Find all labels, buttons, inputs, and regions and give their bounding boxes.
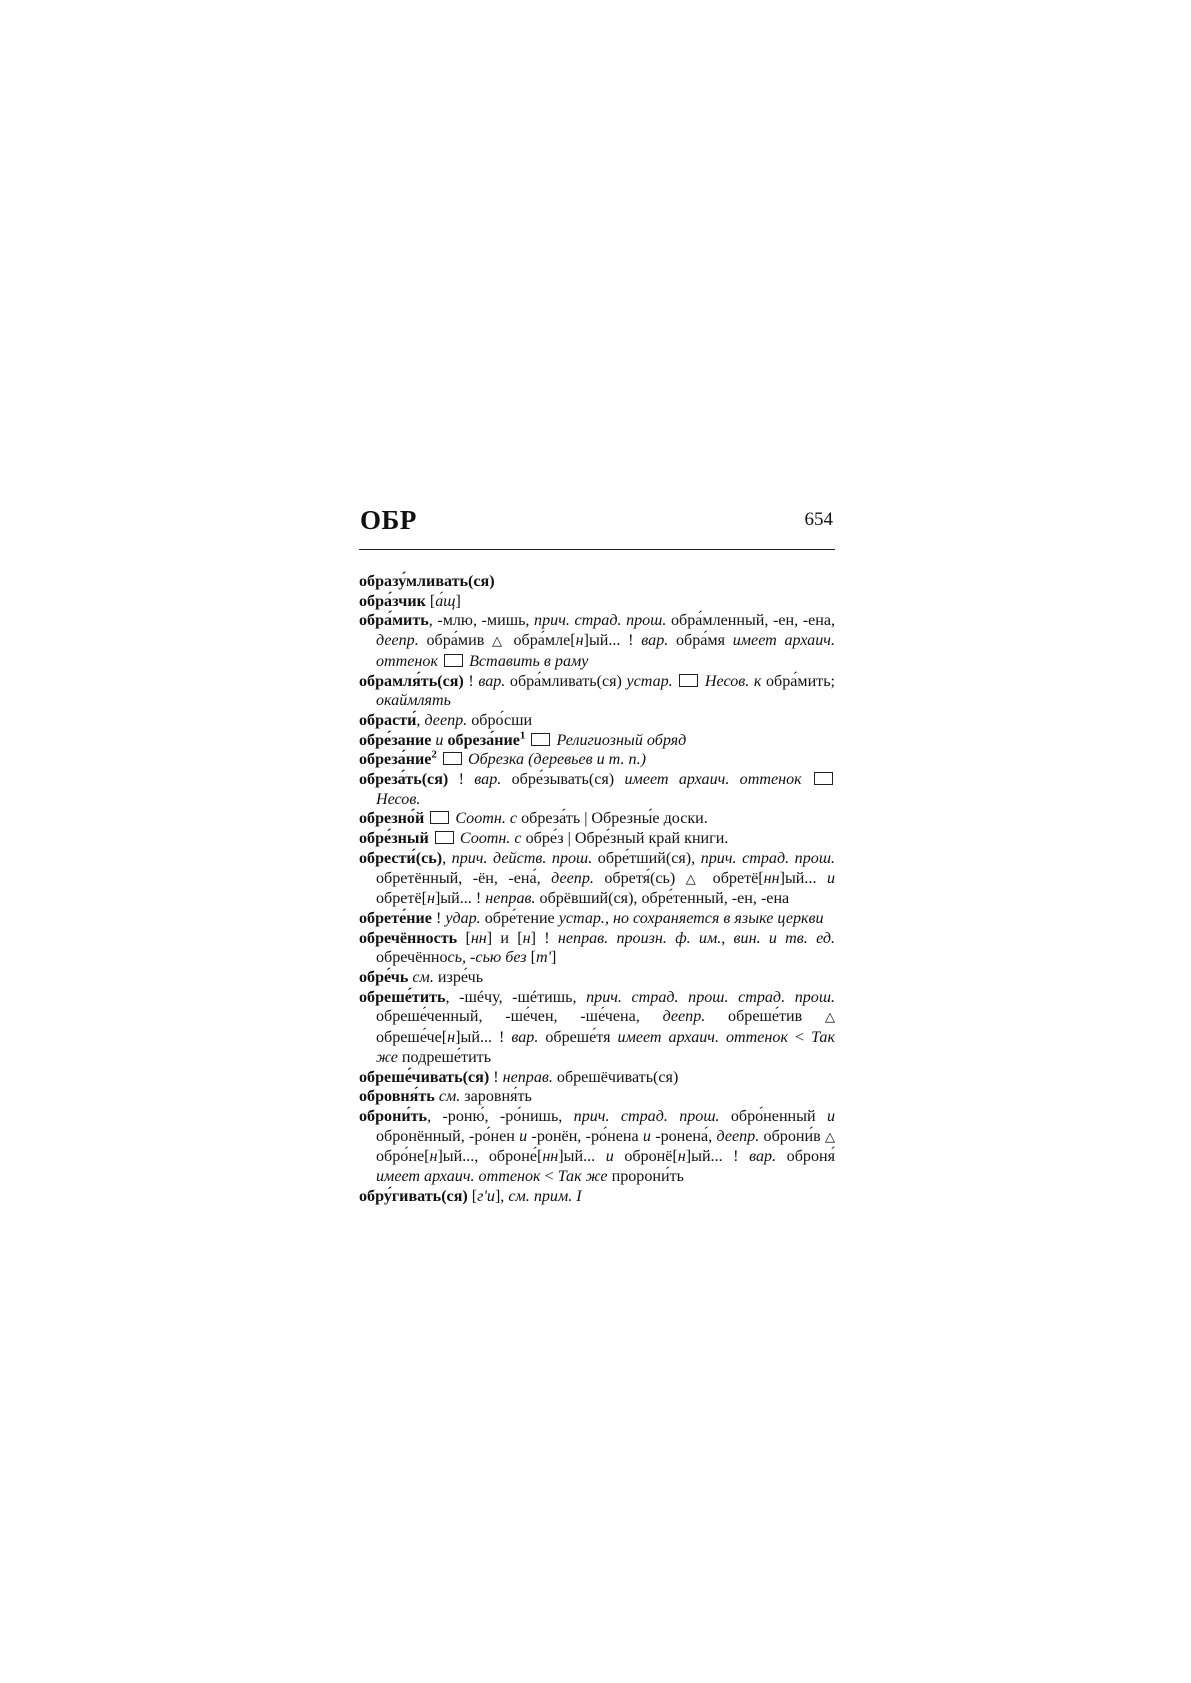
entry-text: [424, 810, 428, 827]
triangle-icon: △: [685, 871, 703, 887]
italic-text: сь, -сью без: [447, 949, 527, 967]
italic-text: н: [429, 1148, 438, 1166]
dictionary-entry-obrazchik: [359, 592, 835, 612]
triangle-icon: △: [492, 634, 506, 650]
entry-text: [: [457, 929, 471, 947]
entry-text: обретя́(сь): [593, 869, 686, 887]
italic-text: имеет архаич. оттенок: [624, 771, 802, 789]
italic-text: неправ. произн. ф. им., вин. и тв. ед.: [557, 929, 835, 947]
italic-text: вар.: [474, 771, 502, 789]
dictionary-entry-obreznoy: [359, 809, 835, 829]
entry-text: обретё[: [702, 869, 764, 887]
entry-text: обре́тший(ся),: [592, 849, 701, 867]
italic-text: вар.: [478, 672, 506, 690]
italic-text: устар.: [626, 672, 673, 690]
entries-list: [359, 572, 835, 1207]
headword: обрете́ние: [359, 909, 432, 927]
dictionary-entry-obrech: [359, 968, 835, 988]
italic-text: деепр.: [716, 1127, 760, 1145]
dictionary-entry-obrezanie1: [359, 731, 835, 751]
entry-text: ] !: [530, 929, 558, 947]
headword: обре́зание: [359, 731, 432, 749]
entry-text: обра́мле[: [505, 632, 576, 650]
headword: обра́зчик: [359, 592, 426, 610]
entry-text: ]ый...: [558, 1148, 606, 1166]
entry-text: ] и [: [486, 929, 523, 947]
italic-text: н: [575, 632, 584, 650]
italic-text: см.: [438, 1088, 461, 1106]
italic-text: имеет архаич. оттенок: [617, 1029, 788, 1047]
definition-box-icon: [531, 733, 550, 746]
headword: обрамля́ть(ся): [359, 672, 464, 690]
entry-text: оброня́: [776, 1148, 836, 1166]
entry-text: обреза́ть | Обрезны́е доски.: [517, 810, 708, 828]
dictionary-page: [359, 505, 835, 1207]
italic-text: н: [426, 890, 435, 908]
italic-text: прич. страд. прош.: [534, 612, 667, 630]
entry-text: [: [467, 1187, 478, 1205]
entry-text: обра́мленный, -ен, -ена,: [666, 612, 835, 630]
italic-text: вар.: [749, 1148, 777, 1166]
entry-text: ,: [442, 849, 452, 867]
italic-text: Религиозный обряд: [556, 731, 687, 749]
headword: обрезно́й: [359, 810, 425, 828]
entry-text: <: [788, 1029, 812, 1047]
italic-text: нн: [470, 929, 487, 947]
headword: обре́зный: [359, 830, 429, 848]
entry-text: !: [448, 771, 475, 789]
entry-text: ]ый..., оброне́[: [437, 1148, 543, 1166]
italic-text: вар.: [641, 632, 669, 650]
definition-box-icon: [443, 752, 462, 765]
italic-text: и: [605, 1148, 614, 1166]
entry-text: обронённый, -ро́нен: [376, 1127, 520, 1145]
entry-text: обречённо: [376, 949, 448, 967]
dictionary-entry-obramlyat: [359, 672, 835, 711]
entry-text: [429, 830, 433, 847]
entry-text: обретё[: [376, 890, 427, 908]
headword: обре́чь: [359, 969, 409, 987]
italic-text: деепр.: [376, 632, 419, 650]
italic-text: и: [642, 1127, 651, 1145]
italic-text: неправ.: [485, 890, 536, 908]
entry-text: [525, 732, 529, 749]
italic-text: и: [435, 731, 444, 749]
entry-text: , -роню́, -ро́нишь,: [427, 1107, 574, 1125]
italic-text: деепр.: [424, 711, 468, 729]
dictionary-entry-obrezat: [359, 770, 835, 809]
dictionary-entry-obramit: [359, 611, 835, 671]
entry-text: обреше́че[: [376, 1029, 448, 1047]
italic-text: г'и: [477, 1187, 495, 1205]
italic-text: удар.: [445, 909, 481, 927]
headword: обровня́ть: [359, 1088, 435, 1106]
italic-text: Несов. к: [704, 672, 762, 690]
entry-text: [673, 673, 678, 690]
definition-box-icon: [444, 654, 463, 667]
definition-box-icon: [430, 811, 449, 824]
page-number: 654: [804, 509, 833, 530]
entry-text: ]ый... !: [455, 1029, 512, 1047]
italic-text: имеет архаич. оттенок: [376, 1168, 541, 1186]
entry-text: заровня́ть: [460, 1088, 532, 1106]
entry-text: изре́чь: [433, 969, 484, 987]
dictionary-entry-obretenie: [359, 909, 835, 929]
italic-text: Обрезка (деревьев и т. п.): [467, 751, 646, 769]
dictionary-entry-obresti: [359, 849, 835, 909]
entry-text: обре́з | Обре́зный край книги.: [521, 830, 729, 848]
triangle-icon: △: [824, 1129, 835, 1145]
italic-text: и: [826, 1107, 835, 1125]
entry-text: обрёвший(ся), обре́тенный, -ен, -ена: [535, 890, 790, 908]
headword: обреза́ние: [447, 731, 520, 749]
italic-text: и: [519, 1127, 528, 1145]
dictionary-entry-obrazumlivat: [359, 572, 835, 592]
italic-text: нн: [763, 869, 780, 887]
entry-text: [: [425, 592, 436, 610]
entry-text: ]ый...: [779, 869, 827, 887]
entry-text: !: [489, 1068, 503, 1086]
entry-text: ,: [416, 711, 425, 729]
entry-text: ]ый... !: [583, 632, 642, 650]
entry-text: обра́мив: [418, 632, 493, 650]
entry-text: [437, 751, 441, 768]
entry-text: пророни́ть: [607, 1168, 684, 1186]
page-header: [359, 505, 835, 550]
dictionary-entry-obronit: [359, 1107, 835, 1187]
entry-text: обра́мливать(ся): [505, 672, 627, 690]
headword: обреза́ние: [359, 751, 432, 769]
entry-text: обреше́тя: [538, 1029, 618, 1047]
entry-text: обро́не[: [376, 1148, 430, 1166]
entry-text: ],: [494, 1187, 509, 1205]
dictionary-entry-obrasti: [359, 711, 835, 731]
italic-text: Вставить в раму: [469, 652, 589, 670]
entry-text: , -шéчу, -шéтишь,: [445, 988, 587, 1006]
entry-text: обра́мя: [668, 632, 733, 650]
italic-text: Так же: [376, 1029, 836, 1066]
entry-text: обретённый, -ён, -ена́,: [376, 869, 552, 887]
entry-text: ]ый... !: [685, 1148, 750, 1166]
entry-text: <: [540, 1168, 558, 1186]
entry-text: обре́тение: [480, 909, 559, 927]
definition-box-icon: [435, 831, 454, 844]
dictionary-entry-obrechennost: [359, 929, 835, 968]
definition-box-icon: [814, 772, 833, 785]
italic-text: прич. страд. прош.: [573, 1107, 720, 1125]
entry-text: -ронён, -ро́нена: [527, 1127, 643, 1145]
italic-text: Соотн. с: [459, 830, 522, 848]
entry-text: -ронена́,: [650, 1127, 717, 1145]
italic-text: имеет архаич. оттенок: [376, 632, 835, 670]
italic-text: см. прим. I: [508, 1187, 582, 1205]
italic-text: Соотн. с: [455, 810, 518, 828]
entry-text: подреше́тить: [397, 1048, 492, 1066]
italic-text: н: [447, 1029, 456, 1047]
dictionary-entry-obreznyy: [359, 829, 835, 849]
headword: обреза́ть(ся): [359, 771, 449, 789]
dictionary-entry-obrovnyat: [359, 1087, 835, 1107]
headword: образу́мливать(ся): [359, 573, 495, 590]
entry-text: [438, 653, 442, 670]
entry-text: обро́ненный: [719, 1107, 827, 1125]
dictionary-entry-obrugivat: [359, 1187, 835, 1207]
entry-text: ]: [455, 592, 461, 610]
dictionary-entry-obreshetit: [359, 988, 835, 1068]
italic-text: т': [535, 949, 552, 967]
entry-text: [: [526, 949, 536, 967]
entry-text: обра́мить;: [761, 672, 836, 690]
italic-text: прич. страд. прош.: [700, 849, 835, 867]
italic-text: деепр.: [551, 869, 594, 887]
italic-text: н: [677, 1148, 686, 1166]
triangle-icon: △: [825, 1010, 835, 1026]
homonym-number: 2: [431, 748, 437, 761]
italic-text: а́щ: [435, 592, 456, 610]
italic-text: устар., но сохраняется в языке церкви: [558, 909, 824, 927]
entry-text: ]: [551, 949, 557, 967]
headword: обреше́чивать(ся): [359, 1068, 490, 1086]
headword: оброни́ть: [359, 1107, 428, 1125]
entry-text: обрешёчивать(ся): [552, 1068, 679, 1086]
headword: обреше́тить: [359, 988, 446, 1006]
italic-text: и: [826, 869, 836, 887]
definition-box-icon: [679, 674, 698, 687]
italic-text: вар.: [511, 1029, 539, 1047]
italic-text: н: [522, 929, 531, 947]
running-head-word: ОБР: [360, 505, 417, 535]
entry-text: обреше́ченный, -ше́чен, -ше́чена,: [376, 1008, 663, 1026]
dictionary-entry-obreshechivat: [359, 1068, 835, 1088]
entry-text: обре́зывать(ся): [501, 771, 625, 789]
entry-text: ]ый... !: [434, 890, 486, 908]
entry-text: обро́сши: [467, 711, 533, 729]
entry-text: обронё[: [613, 1148, 678, 1166]
entry-text: обреше́тив: [705, 1008, 825, 1026]
headword: обрасти́: [359, 711, 417, 729]
italic-text: нн: [542, 1148, 559, 1166]
italic-text: см.: [412, 969, 434, 987]
headword: обру́гивать(ся): [359, 1187, 468, 1205]
headword: обрести́(сь): [359, 849, 443, 867]
italic-text: Несов.: [376, 790, 421, 808]
italic-text: деепр.: [662, 1008, 706, 1026]
entry-text: , -млю, -мишь,: [428, 612, 535, 630]
italic-text: неправ.: [502, 1068, 553, 1086]
homonym-number: 1: [519, 729, 526, 742]
headword: обречённость: [359, 929, 458, 947]
headword: обра́мить: [359, 612, 429, 630]
entry-text: [802, 771, 812, 788]
italic-text: окаймлять: [376, 692, 451, 710]
dictionary-entry-obrezanie2: [359, 750, 835, 770]
italic-text: прич. действ. прош.: [451, 849, 593, 867]
entry-text: !: [431, 909, 446, 927]
entry-text: оброни́в: [759, 1127, 825, 1145]
italic-text: прич. страд. прош. страд. прош.: [586, 988, 836, 1006]
italic-text: Так же: [557, 1168, 608, 1186]
entry-text: !: [463, 672, 479, 690]
